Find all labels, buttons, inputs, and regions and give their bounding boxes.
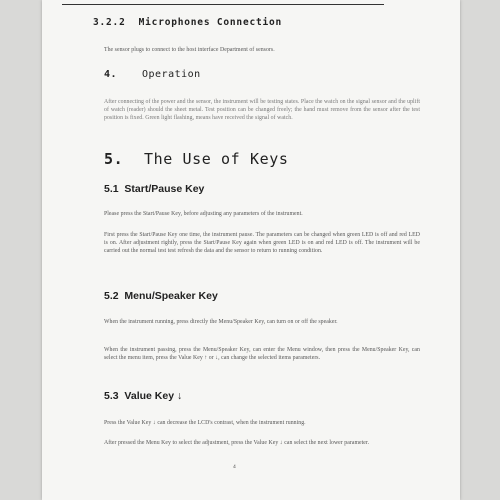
page-number: 4: [233, 464, 236, 470]
paragraph-5-1-a: Please press the Start/Pause Key, before adjusting any parameters of the instrument.: [104, 211, 303, 217]
heading-4-number: 4.: [104, 69, 118, 80]
paragraph-5-3-b: After pressed the Menu Key to select the adjustment, press the Value Key ↓ can select the next lower parameter.: [104, 440, 370, 446]
heading-5: [104, 150, 288, 168]
paragraph-5-2-b: When the instrument passing, press the Menu/Speaker Key, can enter the Menu window, then press the Menu/Speaker Key, can select the menu item, press the Value Key ↑ or ↓, can change the selected items parameters.: [104, 347, 420, 362]
paragraph-5-1-b: First press the Start/Pause Key one time, the instrument pause. The parameters can be changed when green LED is off and red LED is on. After adjustment rightly, press the Start/Pause Key again when green LED is on and red LED is off. The instrument will be carried out the normal test test refresh the data and the sensor to return to running condition.: [104, 232, 420, 255]
paragraph-5-3-a: Press the Value Key ↓ can decrease the LCD's contrast, when the instrument running.: [104, 420, 306, 426]
heading-5-number: 5.: [104, 150, 124, 168]
heading-5-2: 5.2 Menu/Speaker Key: [104, 290, 218, 302]
header-rule: [62, 4, 384, 5]
paragraph-operation: After connecting of the power and the sensor, the instrument will be testing states. Place the watch on the signal sensor and the uplift of watch (reader) should the sheet metal. Test position can be changed freely; the hand must remove from the sensor after the test position is fixed. Green light flashing, means have received the signal of watch.: [104, 99, 420, 122]
heading-4: [104, 69, 201, 80]
heading-4-title: Operation: [142, 69, 201, 80]
paragraph-5-2-a: When the instrument running, press directly the Menu/Speaker Key, can turn on or off the speaker.: [104, 319, 338, 325]
heading-5-3: 5.3 Value Key ↓: [104, 390, 183, 402]
heading-3-2-2: 3.2.2 Microphones Connection: [93, 17, 283, 28]
heading-5-1: 5.1 Start/Pause Key: [104, 183, 205, 195]
paragraph-sensor: The sensor plugs to connect to the host interface Department of sensors.: [104, 47, 275, 53]
heading-5-title: The Use of Keys: [144, 150, 289, 168]
